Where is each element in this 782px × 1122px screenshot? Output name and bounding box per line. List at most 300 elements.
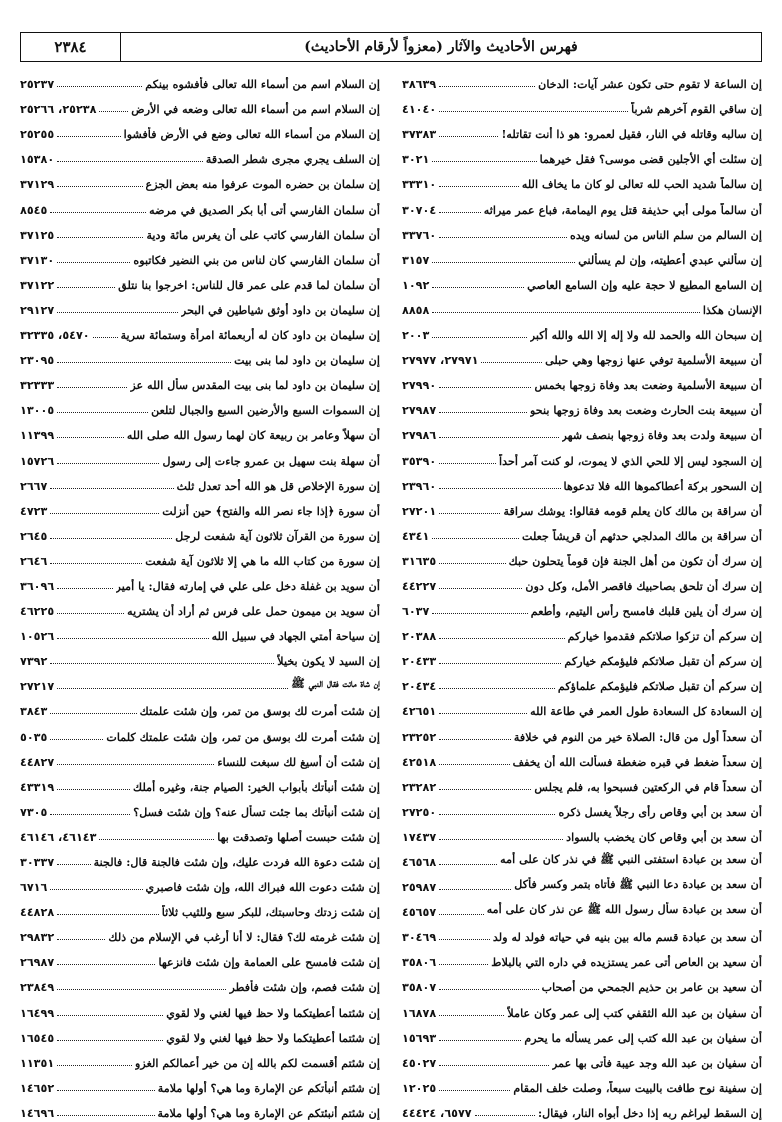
entry-text: إن سألني عبدي أعطيته، وإن لم يسألني [578,252,762,267]
entry-text: أن سلمان لما قدم على عمر قال للناس: اخرجوا بنا نتلق [118,277,380,292]
index-entry [402,946,762,971]
dot-leader [50,889,142,890]
entry-reference-number: ٤٦١٤٣، ٤٦١٤٦ [20,830,97,844]
index-entry [20,746,380,771]
entry-reference-number: ٤٢٦٥١ [402,705,437,719]
index-entry [402,244,762,269]
dot-leader [99,111,128,112]
index-entry [402,294,762,319]
dot-leader [50,488,173,489]
dot-leader [439,563,505,564]
entry-text: أن سفيان بن عبد الله وجد عيبة فأتى بها عمر [552,1055,762,1070]
entry-reference-number: ٣٣٣١٠ [402,178,437,192]
index-entry [402,319,762,344]
entry-text: إن شئت حبست أصلها وتصدقت بها [217,829,380,844]
entry-text: إن الساعة لا تقوم حتى تكون عشر آيات: الدخان [538,77,762,92]
entry-text: أن سويد بن غفلة دخل على علي في إمارته فقال: يا أمير [115,578,380,593]
index-entry [402,746,762,771]
entry-reference-number: ٢٥٢٣٧ [20,78,55,92]
index-columns [20,68,762,1120]
dot-leader [439,86,535,87]
index-entry [402,720,762,745]
entry-reference-number: ١١٣٩٩ [20,429,55,443]
index-entry [20,645,380,670]
entry-reference-number: ٤٦٥٦٨ [402,856,437,869]
entry-reference-number: ٤٢٥١٨ [402,755,437,769]
entry-reference-number: ٢٣٠٩٥ [20,354,55,368]
index-entry [402,470,762,495]
dot-leader [439,964,488,965]
entry-reference-number: ٣٠٣٣٧ [20,856,55,869]
entry-text: إن ساقي القوم آخرهم شرباً [631,102,762,117]
entry-text: إن سعداً ضغط في قبره ضغطة فسألت الله أن يخفف [512,754,762,769]
dot-leader [439,437,558,438]
dot-leader [50,538,172,539]
entry-text: أن سراقة بن مالك المدلجي حدثهم أن قريشاً جعلت [521,528,762,543]
entry-reference-number: ٣٥٨٠٧ [402,981,437,995]
entry-text: إن السالم من سلم الناس من لسانه ويده [569,227,762,242]
entry-text: أن سبيعة الأسلمية توفي عنها زوجها وهي حبلى [545,353,762,368]
entry-text: إن سفينة نوح طافت بالبيت سبعاً، وصلت خلف المقام [513,1080,762,1095]
index-entry [20,520,380,545]
index-entry [20,996,380,1021]
dot-leader [439,939,490,940]
entry-text: إن سركم أن تقبل صلاتكم فليؤمكم خياركم [564,654,762,669]
index-entry [20,244,380,269]
index-entry [402,871,762,896]
index-entry [20,1047,380,1072]
index-entry [402,168,762,193]
dot-leader [57,463,159,464]
index-entry [402,971,762,996]
entry-reference-number: ٤٣٣١٩ [20,780,55,794]
entry-text: إن سليمان بن داود أوثق شياطين في البحر [180,302,380,317]
entry-reference-number: ٤٤٨٢٧ [20,755,55,769]
entry-reference-number: ٢٧٢٠١ [402,504,437,518]
index-entry [20,821,380,846]
entry-reference-number: ١٥٣٨٠ [20,153,55,167]
index-entry [402,143,762,168]
entry-text: إن سالبه وقاتله في النار، فقيل لعمرو: هو ذا أنت تقاتله! [501,127,762,142]
dot-leader [57,86,142,87]
entry-text: أن سبيعة ولدت بعد وفاة زوجها بنصف شهر [561,428,762,443]
dot-leader [57,939,105,940]
entry-text: إن شئتم أقسمت لكم بالله إن من خير أعمالكم الغزو [135,1055,380,1070]
entry-text: أن سعد بن أبي وقاص كان يخضب بالسواد [566,829,762,844]
index-entry [402,369,762,394]
entry-reference-number: ٢٩٨٣٢ [20,931,55,945]
dot-leader [57,287,115,288]
index-entry [20,294,380,319]
entry-text: أن سبيعة بنت الحارث وضعت بعد وفاة زوجها بنحو [529,403,762,418]
entry-text: إن السلف يجري مجرى شطر الصدقة [205,152,380,167]
dot-leader [439,839,563,840]
dot-leader [439,1040,521,1041]
entry-reference-number: ٤٧٢٣ [20,504,48,518]
entry-text: أن سعداً قام في الركعتين فسبحوا به، فلم يجلس [534,779,762,794]
entry-reference-number: ٢٦٩٨٧ [20,956,55,970]
entry-text: إن السيد لا يكون بخيلاً [277,654,380,669]
dot-leader [57,1040,163,1041]
index-entry [402,695,762,720]
entry-reference-number: ٢٠٣٨٨ [402,630,437,644]
dot-leader [57,989,226,990]
entry-reference-number: ٢٦٦٧ [20,479,48,493]
entry-text: إن شئت دعوت الله فبراك الله، وإن شئت فاصبري [145,880,380,895]
entry-text: أن سبيعة الأسلمية وضعت بعد وفاة زوجها بخمس [534,378,762,393]
entry-reference-number: ١٦٥٤٥ [20,1031,55,1045]
entry-reference-number: ٣٢٣٣٣ [20,379,55,393]
index-entry [402,344,762,369]
dot-leader [439,789,531,790]
index-entry [20,720,380,745]
index-entry [20,394,380,419]
entry-text: إن السعادة كل السعادة طول العمر في طاعة الله [530,704,762,719]
entry-text: إن شئتم أنبئتكم عن الإمارة وما هي؟ أولها ملامة [157,1105,380,1120]
index-entry [402,796,762,821]
index-entry [402,118,762,143]
entry-text: أن سفيان بن عبد الله الثقفي كتب إلى عمر وكان عاملاً [507,1005,762,1020]
index-entry [20,344,380,369]
entry-reference-number: ٢٥٢٥٥ [20,128,55,142]
entry-reference-number: ٣٥٨٠٦ [402,956,437,970]
index-entry [402,570,762,595]
index-entry [20,871,380,896]
entry-reference-number: ٤٥٠٢٧ [402,1056,437,1070]
index-entry [402,620,762,645]
dot-leader [439,764,509,765]
entry-text: إن السحور بركة أعطاكموها الله فلا تدعوها [563,478,762,493]
entry-text: إن شئت أنبأتك بأبواب الخير: الصيام جنة، وغيره أملك [133,779,380,794]
dot-leader [439,688,555,689]
entry-text: إن سرك أن تلحق بصاحبيك فاقصر الأمل، وكل دون [525,578,762,593]
entry-reference-number: ٥٤٧٠، ٣٢٣٣٥ [20,329,90,343]
dot-leader [439,638,564,639]
index-entry [402,68,762,93]
entry-text: أن سراقة بن مالك كان يعلم قومه فقالوا: يوشك سراقة [503,503,762,518]
entry-reference-number: ٣٧١٢٩ [20,178,55,192]
dot-leader [439,488,560,489]
entry-text: إن سركم أن تزكوا صلاتكم فقدموا خياركم [567,629,762,644]
entry-reference-number: ٣٨٦٣٩ [402,78,437,92]
entry-reference-number: ٢٧٩٩٠ [402,379,437,393]
dot-leader [50,563,142,564]
entry-reference-number: ٢٧٢١٧ [20,680,55,694]
index-entry [402,419,762,444]
dot-leader [57,588,112,589]
entry-reference-number: ٢٠٤٣٣ [402,655,437,669]
dot-leader [57,1065,132,1066]
entry-text: إن شئت غرمته لك؟ فقال: لا أنا أرغب في الإسلام من ذلك [108,930,380,945]
entry-text: أن سفيان بن عبد الله كتب إلى عمر يسأله ما يحرم [524,1030,762,1045]
dot-leader [432,262,575,263]
entry-text: أن سعد بن عبادة سأل رسول الله ﷺ عن نذر كان على أمه [486,902,762,917]
index-entry [402,921,762,946]
index-entry [402,846,762,871]
entry-reference-number: ٦٧١٦ [20,881,48,895]
dot-leader [439,739,511,740]
entry-reference-number: ٣٦٠٩٦ [20,579,55,593]
entry-reference-number: ٣١٥٧ [402,253,430,267]
entry-text: أن سلمان الفارسي أتى أبا بكر الصديق في مرضه [149,202,380,217]
index-entry [20,796,380,821]
entry-text: إن سرك أن يلين قلبك فامسح رأس اليتيم، وأطعم [530,604,762,619]
index-entry [20,143,380,168]
index-entry [402,1022,762,1047]
entry-reference-number: ٢٠٠٣ [402,329,430,343]
index-entry [20,269,380,294]
entry-reference-number: ١٤٦٩٦ [20,1106,55,1120]
entry-text: أن سهلة بنت سهيل بن عمرو جاءت إلى رسول [162,453,380,468]
entry-reference-number: ٤٦٢٢٥ [20,605,55,619]
entry-text: أن سعد بن أبي وقاص رأى رجلاً يغسل ذكره [558,804,762,819]
entry-text: إن شئت فامسح على العمامة وإن شئت فانزعها [158,955,380,970]
entry-text: إن شئت دعوة الله فردت عليك، وإن شئت فالجنة قال: فالجنة [93,855,380,869]
index-entry [20,193,380,218]
index-entry [402,193,762,218]
dot-leader [57,237,143,238]
entry-reference-number: ١٦٤٩٩ [20,1006,55,1020]
index-entry [20,1022,380,1047]
dot-leader [50,814,130,815]
index-entry [402,394,762,419]
entry-text: إن شئت أمرت لك بوسق من تمر، وإن شئت علمتك كلمات [106,729,380,744]
entry-text: أن سلمان الفارسي كان لناس من بني النضير فكاتبوه [133,252,380,267]
entry-reference-number: ٣٥٣٩٠ [402,454,437,468]
dot-leader [57,964,155,965]
entry-text: إن السجود ليس إلا للحي الذي لا يموت، لو كنت آمر أحداً [498,453,762,468]
index-entry [402,896,762,921]
entry-text: إن سياحة أمتي الجهاد في سبيل الله [211,629,380,644]
entry-reference-number: ٢٧٩٨٧ [402,404,437,418]
entry-reference-number: ١٠٥٢٦ [20,630,55,644]
entry-text: إن السلام من أسماء الله تعالى وضع في الأرض فأفشوا [123,127,380,142]
entry-reference-number: ٢٠٤٣٤ [402,680,437,694]
index-entry [20,1097,380,1122]
entry-text: إن سورة من القرآن ثلاثون آية شفعت لرجل [175,528,380,543]
entry-text: أن سعيد بن العاص أتى عمر يستزيده في داره التي بالبلاط [491,955,762,970]
entry-text: إن شئت فصم، وإن شئت فأفطر [229,980,380,995]
dot-leader [439,136,498,137]
index-entry [402,93,762,118]
entry-reference-number: ١٠٩٢ [402,278,430,292]
entry-text: إن السموات السبع والأرضين السبع والجبال لتلعن [151,403,380,418]
entry-reference-number: ١٢٠٢٥ [402,1081,437,1095]
dot-leader [57,764,214,765]
dot-leader [57,1115,154,1116]
index-entry [20,1072,380,1097]
header-title: فهرس الأحاديث والآثار (معزواً لأرقام الأحاديث) [304,39,578,55]
entry-reference-number: ١٣٠٠٥ [20,404,55,418]
entry-reference-number: ٣٧١٣٠ [20,253,55,267]
entry-text: إن سبحان الله والحمد لله ولا إله إلا الله والله أكبر [529,328,762,343]
dot-leader [439,1015,504,1016]
dot-leader [57,161,203,162]
entry-text: إن سئلت أي الأجلين قضى موسى؟ فقل خيرهما [539,152,762,167]
dot-leader [439,864,497,865]
dot-leader [439,713,527,714]
index-entry [20,118,380,143]
dot-leader [57,387,127,388]
dot-leader [57,136,120,137]
entry-reference-number: ٤٤٢٢٧ [402,579,437,593]
index-entry [20,595,380,620]
index-entry [20,93,380,118]
dot-leader [439,1090,510,1091]
entry-reference-number: ٢٣٩٦٠ [402,479,437,493]
dot-leader [57,412,148,413]
entry-reference-number: ٢٣٨٤٩ [20,981,55,995]
index-entry [20,570,380,595]
index-entry [402,444,762,469]
dot-leader [57,262,130,263]
index-entry [402,771,762,796]
index-entry [402,670,762,695]
dot-leader [432,287,524,288]
index-entry [402,545,762,570]
entry-text: إن سركم أن تقبل صلاتكم فليؤمكم علماؤكم [557,679,762,694]
dot-leader [57,638,209,639]
entry-text: إن سورة الإخلاص قل هو الله أحد تعدل ثلث [176,478,380,493]
entry-reference-number: ٧٣٠٥ [20,805,48,819]
index-entry [20,444,380,469]
dot-leader [57,789,130,790]
index-entry [20,545,380,570]
dot-leader [439,889,511,890]
entry-reference-number: ٣٠٤٦٩ [402,931,437,945]
entry-text: إن السقط ليراغم ربه إذا دخل أبواه النار، فيقال: [537,1105,762,1120]
index-entry [402,821,762,846]
entry-text: إن سورة من كتاب الله ما هي إلا ثلاثون آية شفعت [145,553,380,568]
entry-text: إن السلام اسم من أسماء الله تعالى وضعه في الأرض [131,102,380,117]
index-entry [20,219,380,244]
entry-reference-number: ١٥٧٢٦ [20,454,55,468]
entry-reference-number: ٥٠٣٥ [20,730,48,744]
entry-text: إن شئت أمرت لك بوسق من تمر، وإن شئت علمتك [139,704,380,719]
entry-reference-number: ١١٣٥١ [20,1056,55,1070]
dot-leader [57,312,178,313]
entry-reference-number: ١٦٨٧٨ [402,1006,437,1020]
dot-leader [50,212,146,213]
entry-reference-number: ٢٣٢٥٢ [402,730,437,744]
entry-reference-number: ٣٧١٢٢ [20,278,55,292]
index-entry [20,319,380,344]
index-entry [402,269,762,294]
dot-leader [50,513,159,514]
dot-leader [439,111,628,112]
dot-leader [481,362,542,363]
entry-reference-number: ٣٧٣٨٣ [402,128,437,142]
entry-reference-number: ٢٧٩٨٦ [402,429,437,443]
dot-leader [439,989,538,990]
dot-leader [439,387,531,388]
index-entry [402,595,762,620]
index-entry [402,520,762,545]
entry-text: إن سليمان بن داود لما بنى بيت المقدس سأل الله عز [130,378,380,393]
dot-leader [57,362,231,363]
dot-leader [50,663,274,664]
dot-leader [57,186,142,187]
entry-text: أن سويد بن ميمون حمل على فرس ثم أراد أن يشتريه [127,604,380,619]
entry-text: إن سليمان بن داود لما بنى بيت [234,353,380,368]
index-entry [402,1072,762,1097]
index-entry [20,369,380,394]
entry-text: إن شئت زدتك وحاسبتك، للبكر سبع وللثيب ثلاثاً [161,905,380,920]
entry-reference-number: ٦٥٧٧، ٤٤٤٢٤ [402,1106,472,1120]
dot-leader [439,186,519,187]
dot-leader [439,513,500,514]
dot-leader [432,312,700,313]
entry-reference-number: ٤٤٨٢٨ [20,906,55,920]
index-entry [402,1097,762,1122]
entry-text: أن سعد بن عبادة استفتى النبي ﷺ في نذر كان على أمه [500,852,762,866]
entry-text: إن السلام اسم من أسماء الله تعالى فأفشوه بينكم [145,77,380,92]
entry-reference-number: ٢٧٢٥٠ [402,805,437,819]
dot-leader [432,161,536,162]
entry-text: أن سعداً أول من قال: الصلاة خير من النوم في خلافة [513,729,762,744]
dot-leader [439,412,527,413]
dot-leader [50,739,103,740]
index-entry [20,921,380,946]
entry-reference-number: ٤١٠٤٠ [402,103,437,117]
entry-reference-number: ٣٠٧٠٤ [402,203,437,217]
dot-leader [439,814,555,815]
entry-reference-number: ٢٦٤٥ [20,529,48,543]
dot-leader [57,437,124,438]
dot-leader [57,914,159,915]
dot-leader [439,212,481,213]
entry-reference-number: ٧٣٩٢ [20,655,48,669]
entry-text: إن سرك أن تكون من أهل الجنة فإن قوماً يتحلون حبك [508,553,762,568]
entry-text: أن سهلاً وعامر بن ربيعة كان لهما رسول الله صلى الله [126,428,380,443]
entry-reference-number: ٢٣٢٨٢ [402,780,437,794]
entry-text: إن شئتما أعطيتكما ولا حظ فيها لغني ولا لقوي [166,1030,380,1045]
index-entry [20,168,380,193]
index-entry [402,996,762,1021]
entry-text: إن شئت أن أسيغ لك سبغت للنساء [217,754,380,769]
index-entry [402,645,762,670]
entry-reference-number: ٨٥٤٥ [20,203,48,217]
index-entry [20,470,380,495]
index-entry [20,695,380,720]
index-entry [402,1047,762,1072]
dot-leader [57,613,124,614]
dot-leader [432,613,527,614]
index-entry [20,620,380,645]
dot-leader [57,688,288,689]
page [20,32,762,1120]
dot-leader [439,237,567,238]
dot-leader [439,463,496,464]
index-entry [20,946,380,971]
page-number: ٢٣٨٤ [21,33,121,61]
dot-leader [439,663,561,664]
entry-reference-number: ٣١٦٣٥ [402,554,437,568]
entry-text: إن سالماً شديد الحب لله تعالى لو كان ما يخاف الله [521,177,762,192]
dot-leader [57,864,90,865]
index-entry [20,495,380,520]
index-entry [20,670,380,695]
entry-text: أن سالماً مولى أبي حذيفة قتل يوم اليمامة، فباع عمر ميراثه [483,202,762,217]
entry-reference-number: ٢٦٤٦ [20,554,48,568]
entry-text: أن سورة ﴿إذا جاء نصر الله والفتح﴾ حين أنزلت [162,503,380,518]
entry-text: إن شئت أنبأتك بما جئت تسأل عنه؟ وإن شئت فسل؟ [133,804,380,819]
index-entry [20,419,380,444]
entry-reference-number: ٤٥٦٥٧ [402,906,437,920]
index-entry [402,495,762,520]
entry-text: أن سعد بن عبادة دعا النبي ﷺ فأتاه بتمر وكسر فأكل [514,877,762,892]
entry-reference-number: ١٧٤٣٧ [402,830,437,844]
